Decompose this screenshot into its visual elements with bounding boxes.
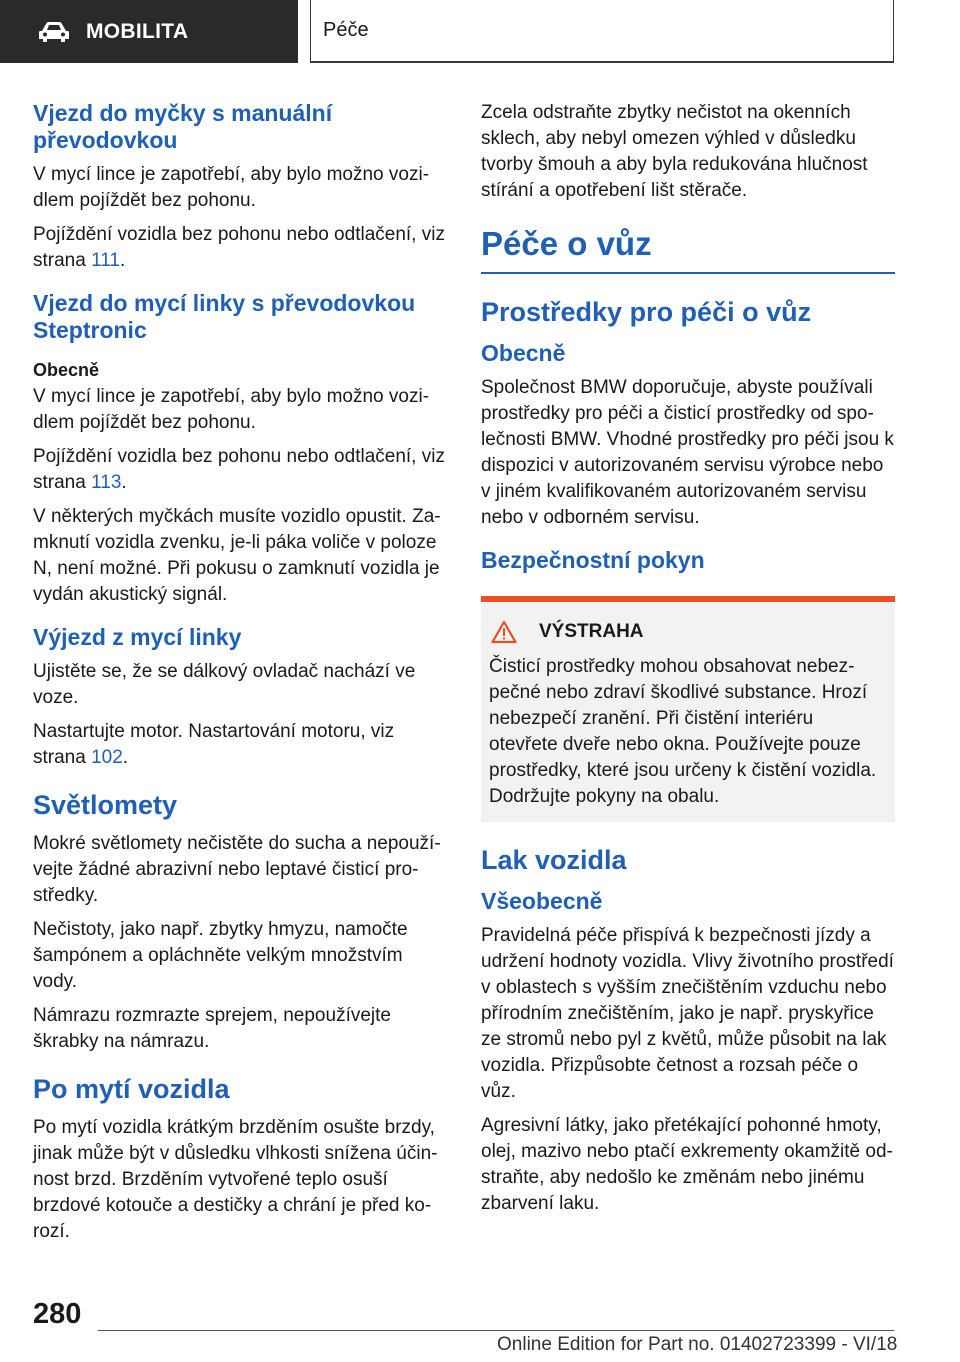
page-link[interactable]: 102 [91, 747, 123, 768]
warning-title-row [489, 620, 887, 644]
heading-paint: Lak vozidla [481, 845, 627, 875]
heading-manual-wash: Vjezd do myčky s manuální převodovkou [33, 100, 333, 153]
heading-care-products: Prostředky pro péči o vůz [481, 297, 812, 327]
page-link[interactable]: 111 [91, 250, 120, 271]
paragraph: Pravidelná péče přispívá k bezpečnosti jízdy a udržení hodnoty vozidla. Vlivy životního prostředí v oblastech s vyšším znečištěním vzduchu nebo přírodním znečištěním, jako je např. pryskyřice ze stromů nebo pyl z květů, může působit na lak vozidla. Přizpůsobte četnost a rozsah péče o vůz. [481, 925, 894, 1102]
chapter-header [310, 0, 894, 63]
page-link[interactable]: 113 [91, 472, 122, 493]
section-heading-care: Péče o vůz [481, 224, 895, 274]
warning-title: VÝSTRAHA [539, 621, 644, 642]
edition-note: Online Edition for Part no. 01402723399 - VI/18 [497, 1334, 898, 1355]
heading-general: Obecně [33, 360, 100, 380]
heading-after-wash: Po mytí vozidla [33, 1074, 230, 1104]
paragraph: Námrazu rozmrazte sprejem, nepoužívejte škrabky na námrazu. [33, 1005, 391, 1052]
left-column [33, 100, 447, 1253]
paragraph: Agresivní látky, jako přetékající pohonné hmoty, olej, mazivo nebo ptačí exkrementy okamžitě odstraňte, aby nedošlo ke změnám nebo jinému zbarvení laku. [481, 1115, 893, 1214]
chapter-tab [0, 0, 298, 63]
warning-text: Čisticí prostředky mohou obsahovat nebezpečné nebo zdraví škodlivé substance. Hrozí nebezpečí zranění. Při čistění interiéru otevřete dveře nebo okna. Používejte pouze prostředky, které jsou určeny k čistění vozidla. Dodržujte pokyny na obalu. [489, 656, 877, 807]
paragraph: Nastartujte motor. Nastartování motoru, viz strana 102. [33, 721, 395, 768]
heading-general: Obecně [481, 340, 566, 366]
paragraph: Mokré světlomety nečistěte do sucha a nepoužívejte žádné abrazivní nebo leptavé čisticí prostředky. [33, 833, 441, 906]
footer-divider [98, 1330, 894, 1331]
heading-steptronic-wash: Vjezd do mycí linky s převodovkou Steptronic [33, 290, 416, 343]
warning-box [481, 596, 895, 822]
paragraph: Společnost BMW doporučuje, abyste používali prostředky pro péči a čisticí prostředky od společnosti BMW. Vhodné prostředky pro péči jsou k dispozici v autorizovaném servisu výrobce nebo v jiném kvalifikovaném autorizovaném servisu nebo v odborném servisu. [481, 377, 894, 528]
heading-safety-note: Bezpečnostní pokyn [481, 547, 705, 573]
heading-general-paint: Všeobecně [481, 888, 603, 914]
paragraph: Nečistoty, jako např. zbytky hmyzu, namočte šampónem a opláchněte velkým množstvím vody. [33, 919, 408, 992]
heading-headlights: Světlomety [33, 790, 178, 820]
warning-triangle-icon [491, 620, 517, 644]
paragraph: V některých myčkách musíte vozidlo opustit. Zamknutí vozidla zvenku, je-li páka voliče v poloze N, není možné. Při pokusu o zamknutí vozidla je vydán akustický signál. [33, 506, 441, 605]
paragraph: V mycí lince je zapotřebí, aby bylo možno vozidlem pojíždět bez pohonu. [33, 164, 430, 211]
paragraph: Pojíždění vozidla bez pohonu nebo odtlačení, viz strana 113. [33, 446, 445, 493]
page-number: 280 [33, 1298, 82, 1330]
car-icon [38, 21, 70, 43]
chapter-title: Péče [323, 19, 369, 41]
paragraph: Ujistěte se, že se dálkový ovladač nachází ve voze. [33, 661, 416, 708]
section-label: MOBILITA [86, 19, 189, 43]
right-column [481, 100, 895, 1225]
paragraph: Po mytí vozidla krátkým brzděním osušte brzdy, jinak může být v důsledku vlhkosti snížena účinnost brzd. Brzděním vytvořené teplo osuší brzdové kotouče a destičky a chrání je před korozí. [33, 1117, 438, 1242]
heading-exit-wash: Výjezd z mycí linky [33, 624, 242, 650]
paragraph: Pojíždění vozidla bez pohonu nebo odtlačení, viz strana 111. [33, 224, 445, 271]
paragraph: Zcela odstraňte zbytky nečistot na okenních sklech, aby nebyl omezen výhled v důsledku tvorby šmouh a aby byla redukována hlučnost stírání a opotřebení lišt stěrače. [481, 102, 868, 201]
paragraph: V mycí lince je zapotřebí, aby bylo možno vozidlem pojíždět bez pohonu. [33, 386, 430, 433]
